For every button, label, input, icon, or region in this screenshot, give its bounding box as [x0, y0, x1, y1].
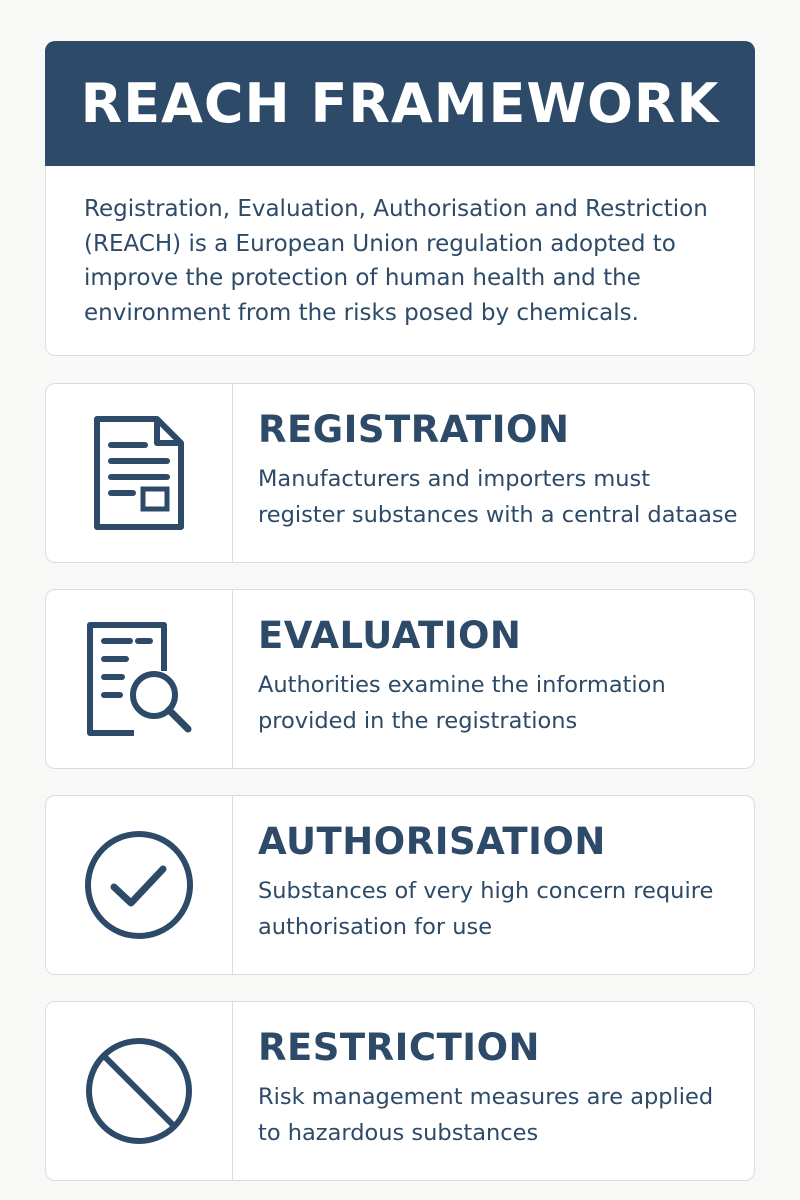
card-evaluation — [45, 589, 755, 769]
authorisation-description: Substances of very high concern require authorisation for use — [258, 878, 714, 940]
prohibited-icon — [84, 1036, 194, 1146]
document-icon — [89, 413, 189, 533]
card-authorisation — [45, 795, 755, 975]
check-circle-icon — [83, 829, 195, 941]
card-restriction — [45, 1001, 755, 1181]
card-registration — [45, 383, 755, 563]
authorisation-heading: AUTHORISATION — [258, 820, 606, 863]
page-title: REACH FRAMEWORK — [80, 72, 720, 135]
intro-text: Registration, Evaluation, Authorisation and Restriction (REACH) is a European Union regulation adopted to improve the protection of human health and the environment from the risks posed by chemicals. — [84, 196, 708, 326]
evaluation-heading: EVALUATION — [258, 614, 522, 657]
restriction-heading: RESTRICTION — [258, 1026, 540, 1069]
restriction-description: Risk management measures are applied to hazardous substances — [258, 1084, 714, 1146]
registration-heading: REGISTRATION — [258, 408, 570, 451]
registration-description: Manufacturers and importers must register substances with a central dataase — [258, 466, 738, 528]
document-search-icon — [82, 619, 196, 739]
evaluation-description: Authorities examine the information provided in the registrations — [258, 672, 666, 734]
intro-panel — [45, 166, 755, 356]
title-banner — [45, 41, 755, 166]
